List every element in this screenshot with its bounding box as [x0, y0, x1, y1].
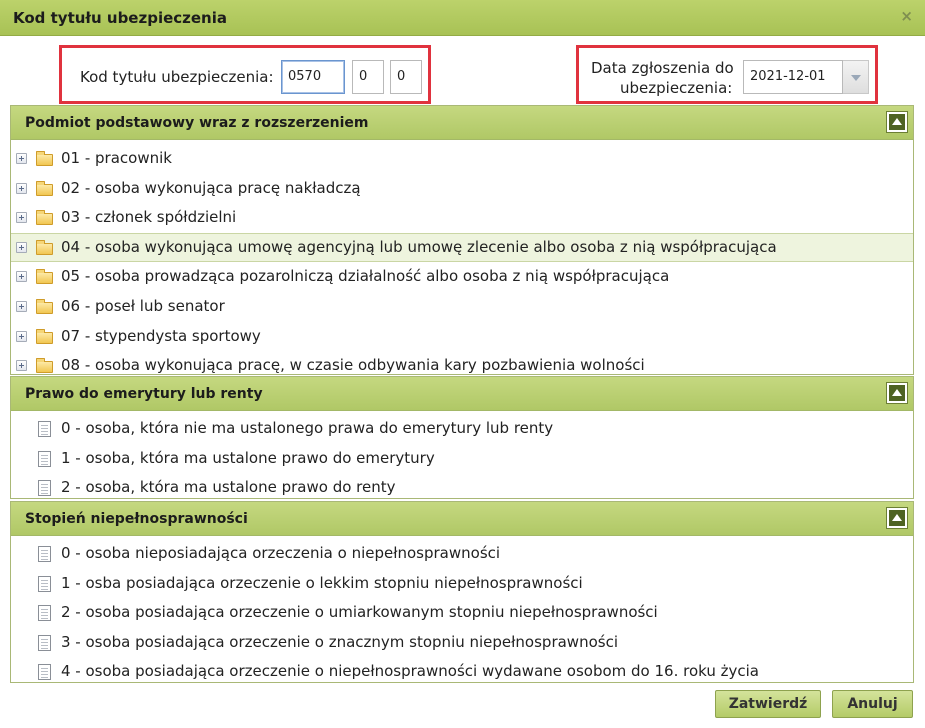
list-item[interactable]	[11, 539, 913, 569]
list-item[interactable]	[11, 444, 913, 474]
kod-input-main[interactable]: 0570	[281, 60, 345, 94]
list-item-label: 0 - osoba, która nie ma ustalonego prawa do emerytury lub renty	[61, 419, 554, 437]
tree-node-label: 01 - pracownik	[61, 149, 172, 167]
tree-node[interactable]	[11, 322, 913, 352]
dialog-title: Kod tytułu ubezpieczenia	[13, 9, 227, 27]
panel-niepelnosprawnosc-list	[11, 536, 913, 687]
tree-node-label: 05 - osoba prowadząca pozarolniczą działalność albo osoba z nią współpracująca	[61, 267, 670, 286]
tree-node-label: 08 - osoba wykonująca pracę, w czasie odbywania kary pozbawienia wolności	[61, 356, 645, 375]
kod-input-third[interactable]: 0	[390, 60, 422, 94]
folder-icon	[36, 332, 53, 344]
date-label-line2: ubezpieczenia:	[620, 79, 733, 97]
list-item-label: 1 - osba posiadająca orzeczenie o lekkim stopniu niepełnosprawności	[61, 573, 583, 592]
list-item[interactable]	[11, 569, 913, 599]
document-icon	[38, 576, 51, 592]
panel-emerytura-header	[11, 377, 913, 411]
document-icon	[38, 664, 51, 680]
panel-emerytura-title: Prawo do emerytury lub renty	[25, 386, 263, 402]
panel-podmiot	[10, 105, 914, 375]
plus-expand-icon[interactable]	[16, 360, 27, 371]
tree-node-label: 04 - osoba wykonująca umowę agencyjną lub umowę zlecenie albo osoba z nią współpracująca	[61, 237, 777, 256]
plus-expand-icon[interactable]	[16, 212, 27, 223]
document-icon	[38, 546, 51, 562]
tree-node-selected[interactable]	[11, 233, 913, 263]
folder-icon	[36, 154, 53, 166]
list-item[interactable]	[11, 473, 913, 503]
list-item[interactable]	[11, 414, 913, 444]
list-item-label: 1 - osoba, która ma ustalone prawo do emerytury	[61, 448, 435, 467]
panel-podmiot-title: Podmiot podstawowy wraz z rozszerzeniem	[25, 115, 369, 131]
folder-icon	[36, 302, 53, 314]
plus-expand-icon[interactable]	[16, 183, 27, 194]
tree-node[interactable]	[11, 262, 913, 292]
date-input[interactable]: 2021-12-01	[743, 60, 843, 94]
list-item-label: 2 - osoba, która ma ustalone prawo do renty	[61, 478, 396, 497]
kod-input-second[interactable]: 0	[352, 60, 384, 94]
tree-node[interactable]	[11, 292, 913, 322]
close-icon[interactable]: ×	[900, 7, 913, 25]
panel-emerytura	[10, 376, 914, 499]
document-icon	[38, 451, 51, 467]
list-item[interactable]	[11, 657, 913, 687]
folder-icon	[36, 272, 53, 284]
tree-node[interactable]	[11, 203, 913, 233]
panel-niepelnosprawnosc	[10, 501, 914, 683]
document-icon	[38, 635, 51, 651]
list-item-label: 3 - osoba posiadająca orzeczenie o znacznym stopniu niepełnosprawności	[61, 632, 618, 651]
panel-niepelnosprawnosc-title: Stopień niepełnosprawności	[25, 511, 248, 527]
list-item[interactable]	[11, 628, 913, 658]
document-icon	[38, 605, 51, 621]
panel-niepelnosprawnosc-header	[11, 502, 913, 536]
plus-expand-icon[interactable]	[16, 153, 27, 164]
folder-icon	[36, 361, 53, 373]
cancel-button[interactable]: Anuluj	[832, 690, 913, 718]
date-dropdown-button[interactable]	[843, 60, 869, 94]
folder-icon	[36, 213, 53, 225]
list-item-label: 2 - osoba posiadająca orzeczenie o umiarkowanym stopniu niepełnosprawności	[61, 603, 658, 622]
folder-icon	[36, 184, 53, 196]
plus-expand-icon[interactable]	[16, 242, 27, 253]
plus-expand-icon[interactable]	[16, 301, 27, 312]
collapse-icon[interactable]	[886, 382, 908, 404]
panel-podmiot-header	[11, 106, 913, 140]
tree-node[interactable]	[11, 144, 913, 174]
plus-expand-icon[interactable]	[16, 331, 27, 342]
tree-node-label: 03 - członek spółdzielni	[61, 208, 237, 227]
document-icon	[38, 421, 51, 437]
panel-podmiot-list	[11, 140, 913, 381]
tree-node[interactable]	[11, 174, 913, 204]
plus-expand-icon[interactable]	[16, 271, 27, 282]
kod-label: Kod tytułu ubezpieczenia:	[80, 68, 274, 86]
tree-node-label: 02 - osoba wykonująca pracę nakładczą	[61, 178, 361, 197]
list-item-label: 4 - osoba posiadająca orzeczenie o niepełnosprawności wydawane osobom do 16. roku życia	[61, 662, 759, 681]
panel-emerytura-list	[11, 411, 913, 503]
confirm-button[interactable]: Zatwierdź	[715, 690, 821, 718]
tree-node-label: 06 - poseł lub senator	[61, 296, 225, 315]
folder-icon	[36, 243, 53, 255]
collapse-icon[interactable]	[886, 507, 908, 529]
dialog-titlebar	[0, 0, 925, 36]
collapse-icon[interactable]	[886, 111, 908, 133]
document-icon	[38, 480, 51, 496]
list-item-label: 0 - osoba nieposiadająca orzeczenia o niepełnosprawności	[61, 544, 501, 562]
list-item[interactable]	[11, 598, 913, 628]
tree-node-label: 07 - stypendysta sportowy	[61, 326, 261, 345]
date-label-line1: Data zgłoszenia do	[591, 59, 734, 77]
